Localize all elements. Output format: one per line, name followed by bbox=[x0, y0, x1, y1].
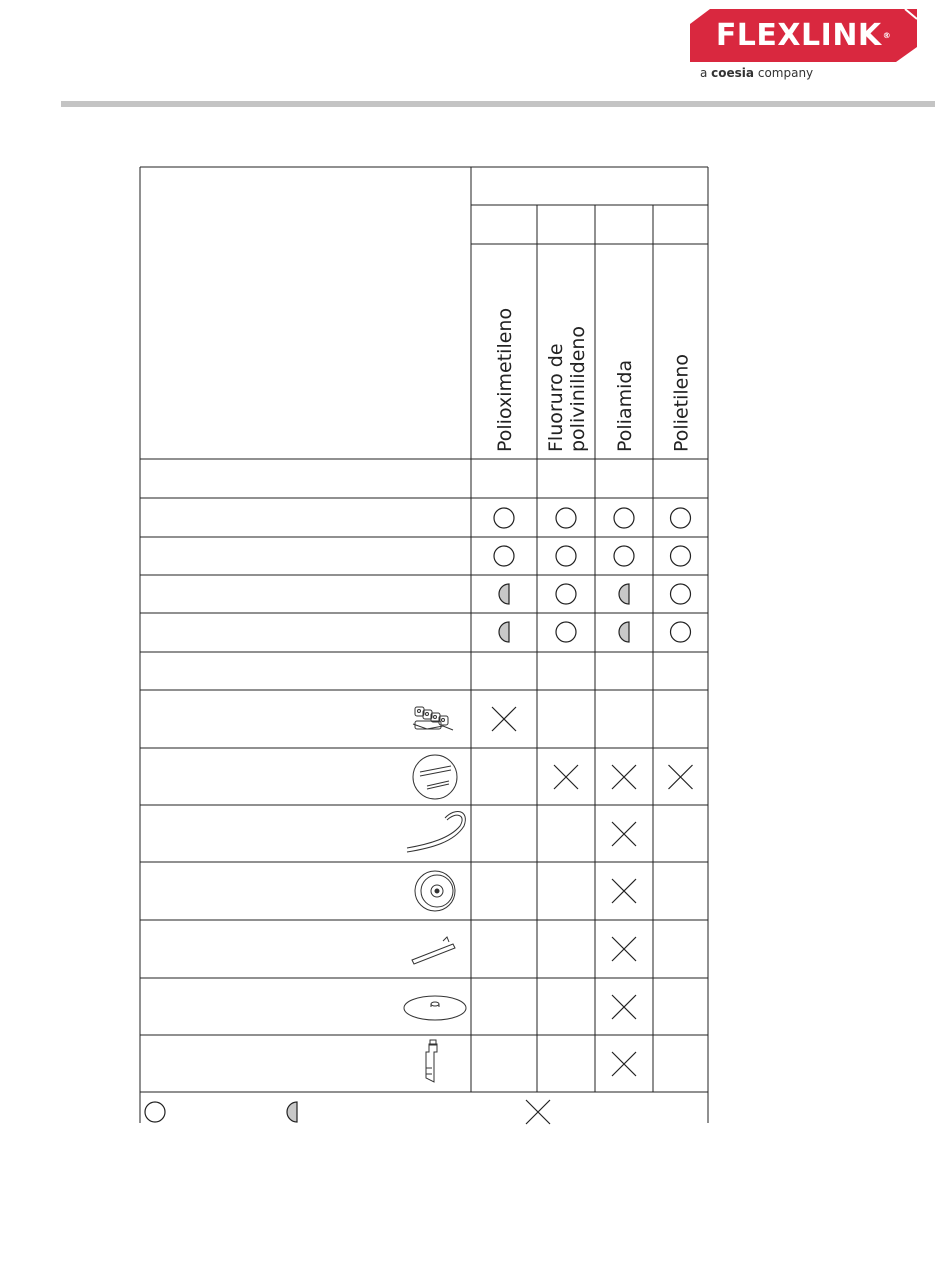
tagline-brand: coesia bbox=[711, 66, 755, 80]
material-header-label: Poliamida bbox=[614, 359, 636, 452]
compatible-circle-icon bbox=[614, 508, 634, 528]
slide-rail-icon bbox=[412, 937, 455, 964]
wheel-icon bbox=[415, 871, 455, 911]
legend bbox=[145, 1100, 550, 1124]
tagline-prefix: a bbox=[700, 66, 712, 80]
legend-circle-icon bbox=[145, 1102, 165, 1122]
incompatible-cross-icon bbox=[612, 822, 636, 846]
logo-text: FLEXLINK bbox=[715, 18, 882, 53]
incompatible-cross-icon bbox=[612, 995, 636, 1019]
limited-half-circle-icon bbox=[619, 584, 629, 604]
guide-rail-icon bbox=[413, 755, 457, 799]
incompatible-cross-icon bbox=[612, 765, 636, 789]
chain-icon bbox=[413, 707, 453, 730]
incompatible-cross-icon bbox=[612, 879, 636, 903]
disc-icon bbox=[404, 996, 466, 1020]
logo-registered-mark: ® bbox=[882, 31, 892, 40]
incompatible-cross-icon bbox=[554, 765, 578, 789]
compatible-circle-icon bbox=[671, 622, 691, 642]
compatible-circle-icon bbox=[556, 546, 576, 566]
limited-half-circle-icon bbox=[499, 584, 509, 604]
material-header-2 bbox=[545, 326, 589, 452]
incompatible-cross-icon bbox=[669, 765, 693, 789]
compatible-circle-icon bbox=[556, 508, 576, 528]
legend-half-icon bbox=[287, 1102, 297, 1122]
compatible-circle-icon bbox=[614, 546, 634, 566]
material-header-3 bbox=[614, 360, 636, 452]
material-header-label: Polietileno bbox=[670, 353, 693, 452]
tagline-suffix: company bbox=[754, 66, 814, 80]
incompatible-cross-icon bbox=[492, 707, 516, 731]
compatible-circle-icon bbox=[494, 546, 514, 566]
compatible-circle-icon bbox=[671, 546, 691, 566]
material-header-label: polivinilideno bbox=[567, 325, 589, 452]
curved-guide-icon bbox=[407, 811, 465, 852]
compatible-circle-icon bbox=[671, 508, 691, 528]
bracket-icon bbox=[426, 1040, 437, 1082]
table-grid bbox=[140, 167, 708, 1123]
material-header-1 bbox=[494, 308, 516, 452]
limited-half-circle-icon bbox=[619, 622, 629, 642]
material-header-4 bbox=[671, 354, 693, 452]
material-header-label: Polioximetileno bbox=[494, 307, 516, 452]
compatible-circle-icon bbox=[671, 584, 691, 604]
compatible-circle-icon bbox=[556, 584, 576, 604]
compatible-circle-icon bbox=[494, 508, 514, 528]
material-header-label: Fluoruro de bbox=[545, 343, 567, 452]
legend-cross-icon bbox=[526, 1100, 550, 1124]
incompatible-cross-icon bbox=[612, 1052, 636, 1076]
compatible-circle-icon bbox=[556, 622, 576, 642]
limited-half-circle-icon bbox=[499, 622, 509, 642]
incompatible-cross-icon bbox=[612, 937, 636, 961]
